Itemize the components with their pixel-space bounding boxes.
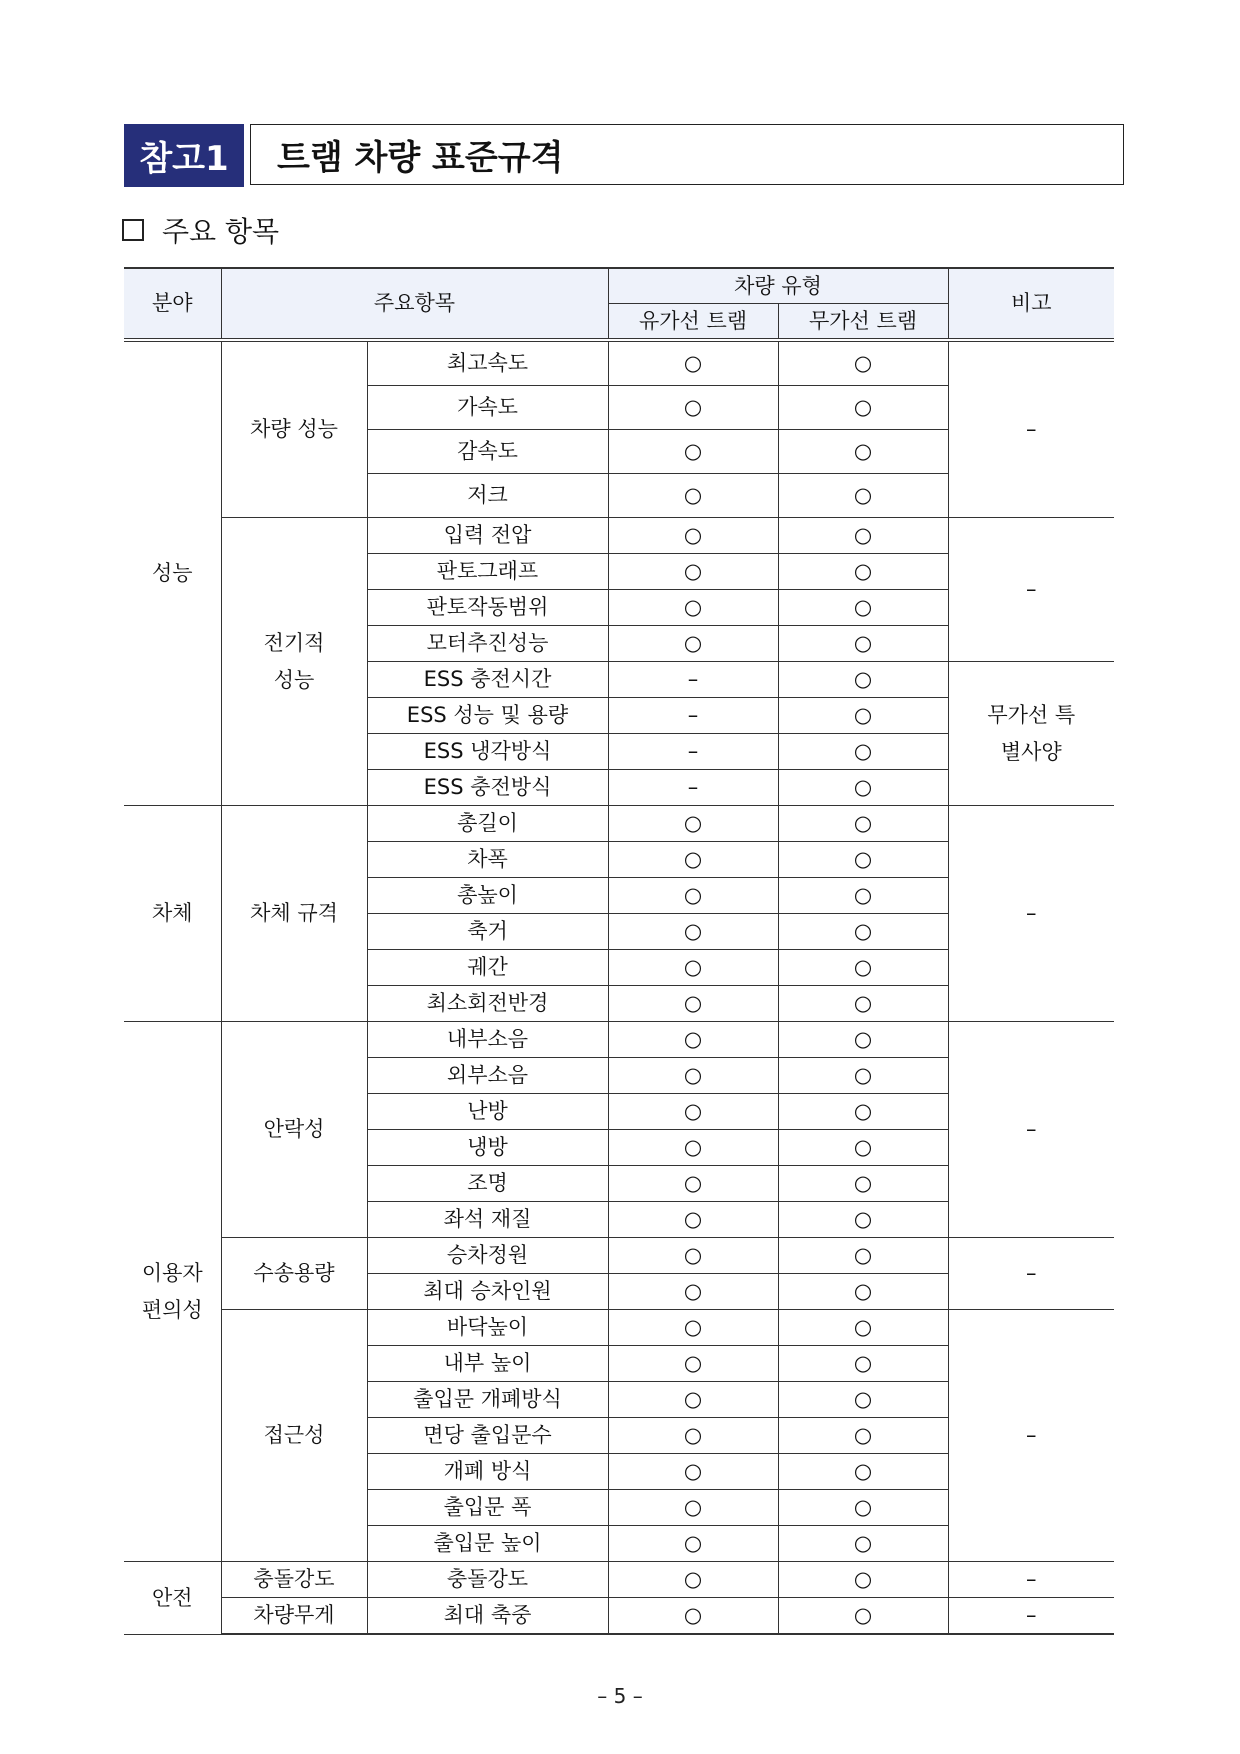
item-cell: 판토그래프 [367, 554, 608, 590]
mark-wired: ○ [608, 1202, 778, 1238]
section-label: 주요 항목 [162, 215, 280, 248]
item-cell: 모터추진성능 [367, 626, 608, 662]
page-title: 트램 차량 표준규격 [250, 124, 1124, 185]
mark-wireless: ○ [778, 1382, 948, 1418]
mark-wired: ○ [608, 1454, 778, 1490]
mark-wireless: ○ [778, 554, 948, 590]
item-cell: 좌석 재질 [367, 1202, 608, 1238]
group-crash: 충돌강도 [221, 1562, 367, 1598]
item-cell: 궤간 [367, 950, 608, 986]
item-cell: 판토작동범위 [367, 590, 608, 626]
group-accessibility: 접근성 [221, 1310, 367, 1562]
item-cell: 냉방 [367, 1130, 608, 1166]
item-cell: 내부소음 [367, 1022, 608, 1058]
mark-wired: ○ [608, 986, 778, 1022]
mark-wired: ○ [608, 590, 778, 626]
mark-wireless: ○ [778, 590, 948, 626]
mark-wireless: ○ [778, 878, 948, 914]
field-user-convenience: 이용자 편의성 [124, 1022, 221, 1562]
mark-wired: ○ [608, 806, 778, 842]
item-cell: ESS 충전시간 [367, 662, 608, 698]
table-row [124, 1310, 1114, 1346]
mark-wireless: ○ [778, 986, 948, 1022]
field-safety: 안전 [124, 1562, 221, 1635]
checkbox-icon [122, 219, 144, 241]
mark-wireless: ○ [778, 698, 948, 734]
table-row [124, 1598, 1114, 1635]
mark-wired: ○ [608, 430, 778, 474]
mark-wireless: ○ [778, 806, 948, 842]
mark-wireless: ○ [778, 1130, 948, 1166]
title-box [124, 124, 1124, 187]
field-body: 차체 [124, 806, 221, 1022]
item-cell: 바닥높이 [367, 1310, 608, 1346]
page-number: – 5 – [597, 1684, 643, 1708]
header-type: 차량 유형 [608, 268, 948, 304]
mark-wireless: ○ [778, 1526, 948, 1562]
mark-wired: ○ [608, 1310, 778, 1346]
mark-wired: ○ [608, 626, 778, 662]
mark-wireless: ○ [778, 474, 948, 518]
reference-tag: 참고1 [124, 124, 244, 187]
mark-wired: ○ [608, 878, 778, 914]
mark-wired: ○ [608, 1238, 778, 1274]
note-cell: – [948, 1598, 1114, 1635]
mark-wireless: ○ [778, 1346, 948, 1382]
item-cell: 승차정원 [367, 1238, 608, 1274]
item-cell: 최고속도 [367, 340, 608, 386]
group-weight: 차량무게 [221, 1598, 367, 1635]
note-cell: – [948, 1022, 1114, 1238]
note-cell: – [948, 1310, 1114, 1562]
mark-wired: ○ [608, 1058, 778, 1094]
mark-wireless: ○ [778, 340, 948, 386]
item-cell: 출입문 개폐방식 [367, 1382, 608, 1418]
mark-wireless: ○ [778, 1490, 948, 1526]
item-cell: 최대 축중 [367, 1598, 608, 1635]
mark-wired: ○ [608, 1382, 778, 1418]
group-comfort: 안락성 [221, 1022, 367, 1238]
mark-wireless: ○ [778, 842, 948, 878]
mark-wired: ○ [608, 386, 778, 430]
mark-wired: ○ [608, 1094, 778, 1130]
mark-wireless: ○ [778, 734, 948, 770]
mark-wired: – [608, 698, 778, 734]
header-field: 분야 [124, 268, 221, 340]
mark-wired: ○ [608, 1274, 778, 1310]
mark-wireless: ○ [778, 1562, 948, 1598]
mark-wireless: ○ [778, 1598, 948, 1635]
item-cell: 축거 [367, 914, 608, 950]
item-cell: 출입문 높이 [367, 1526, 608, 1562]
item-cell: 총길이 [367, 806, 608, 842]
mark-wired: ○ [608, 842, 778, 878]
mark-wired: ○ [608, 1562, 778, 1598]
item-cell: 최소회전반경 [367, 986, 608, 1022]
mark-wireless: ○ [778, 518, 948, 554]
mark-wired: ○ [608, 1166, 778, 1202]
mark-wired: ○ [608, 1130, 778, 1166]
item-cell: 감속도 [367, 430, 608, 474]
mark-wireless: ○ [778, 770, 948, 806]
item-cell: 충돌강도 [367, 1562, 608, 1598]
mark-wireless: ○ [778, 386, 948, 430]
mark-wired: – [608, 662, 778, 698]
item-cell: 개폐 방식 [367, 1454, 608, 1490]
mark-wireless: ○ [778, 1202, 948, 1238]
mark-wired: ○ [608, 1598, 778, 1635]
table-row [124, 340, 1114, 386]
mark-wired: ○ [608, 914, 778, 950]
header-note: 비고 [948, 268, 1114, 340]
table-row [124, 518, 1114, 554]
item-cell: 가속도 [367, 386, 608, 430]
spec-table [124, 267, 1114, 1635]
table-row [124, 1238, 1114, 1274]
mark-wireless: ○ [778, 662, 948, 698]
table-row [124, 1022, 1114, 1058]
item-cell: 최대 승차인원 [367, 1274, 608, 1310]
group-capacity: 수송용량 [221, 1238, 367, 1310]
mark-wired: ○ [608, 1526, 778, 1562]
note-cell: – [948, 518, 1114, 662]
item-cell: ESS 충전방식 [367, 770, 608, 806]
table-row [124, 806, 1114, 842]
mark-wireless: ○ [778, 1310, 948, 1346]
mark-wired: ○ [608, 950, 778, 986]
note-cell: – [948, 1562, 1114, 1598]
item-cell: 난방 [367, 1094, 608, 1130]
item-cell: 외부소음 [367, 1058, 608, 1094]
note-cell: – [948, 806, 1114, 1022]
field-performance: 성능 [124, 340, 221, 806]
group-electric-performance: 전기적 성능 [221, 518, 367, 806]
mark-wireless: ○ [778, 1238, 948, 1274]
mark-wired: – [608, 770, 778, 806]
mark-wired: ○ [608, 340, 778, 386]
mark-wireless: ○ [778, 430, 948, 474]
item-cell: 조명 [367, 1166, 608, 1202]
item-cell: 차폭 [367, 842, 608, 878]
item-cell: 면당 출입문수 [367, 1418, 608, 1454]
item-cell: 저크 [367, 474, 608, 518]
mark-wireless: ○ [778, 1454, 948, 1490]
mark-wireless: ○ [778, 1058, 948, 1094]
mark-wireless: ○ [778, 1274, 948, 1310]
header-wireless: 무가선 트램 [778, 304, 948, 341]
mark-wired: ○ [608, 1490, 778, 1526]
mark-wired: – [608, 734, 778, 770]
mark-wireless: ○ [778, 1094, 948, 1130]
header-row [124, 268, 1114, 304]
item-cell: 총높이 [367, 878, 608, 914]
item-cell: 입력 전압 [367, 518, 608, 554]
header-item: 주요항목 [221, 268, 608, 340]
item-cell: ESS 냉각방식 [367, 734, 608, 770]
note-cell: – [948, 340, 1114, 518]
mark-wireless: ○ [778, 1418, 948, 1454]
mark-wired: ○ [608, 474, 778, 518]
mark-wireless: ○ [778, 1022, 948, 1058]
mark-wired: ○ [608, 518, 778, 554]
mark-wired: ○ [608, 1022, 778, 1058]
note-cell: – [948, 1238, 1114, 1310]
mark-wired: ○ [608, 1418, 778, 1454]
group-vehicle-performance: 차량 성능 [221, 340, 367, 518]
header-wired: 유가선 트램 [608, 304, 778, 341]
group-body-spec: 차체 규격 [221, 806, 367, 1022]
mark-wireless: ○ [778, 1166, 948, 1202]
item-cell: 내부 높이 [367, 1346, 608, 1382]
item-cell: ESS 성능 및 용량 [367, 698, 608, 734]
mark-wired: ○ [608, 1346, 778, 1382]
mark-wired: ○ [608, 554, 778, 590]
table-row [124, 1562, 1114, 1598]
mark-wireless: ○ [778, 950, 948, 986]
section-heading [122, 210, 279, 250]
item-cell: 출입문 폭 [367, 1490, 608, 1526]
mark-wireless: ○ [778, 626, 948, 662]
note-wireless-special: 무가선 특별사양 [948, 662, 1114, 806]
mark-wireless: ○ [778, 914, 948, 950]
